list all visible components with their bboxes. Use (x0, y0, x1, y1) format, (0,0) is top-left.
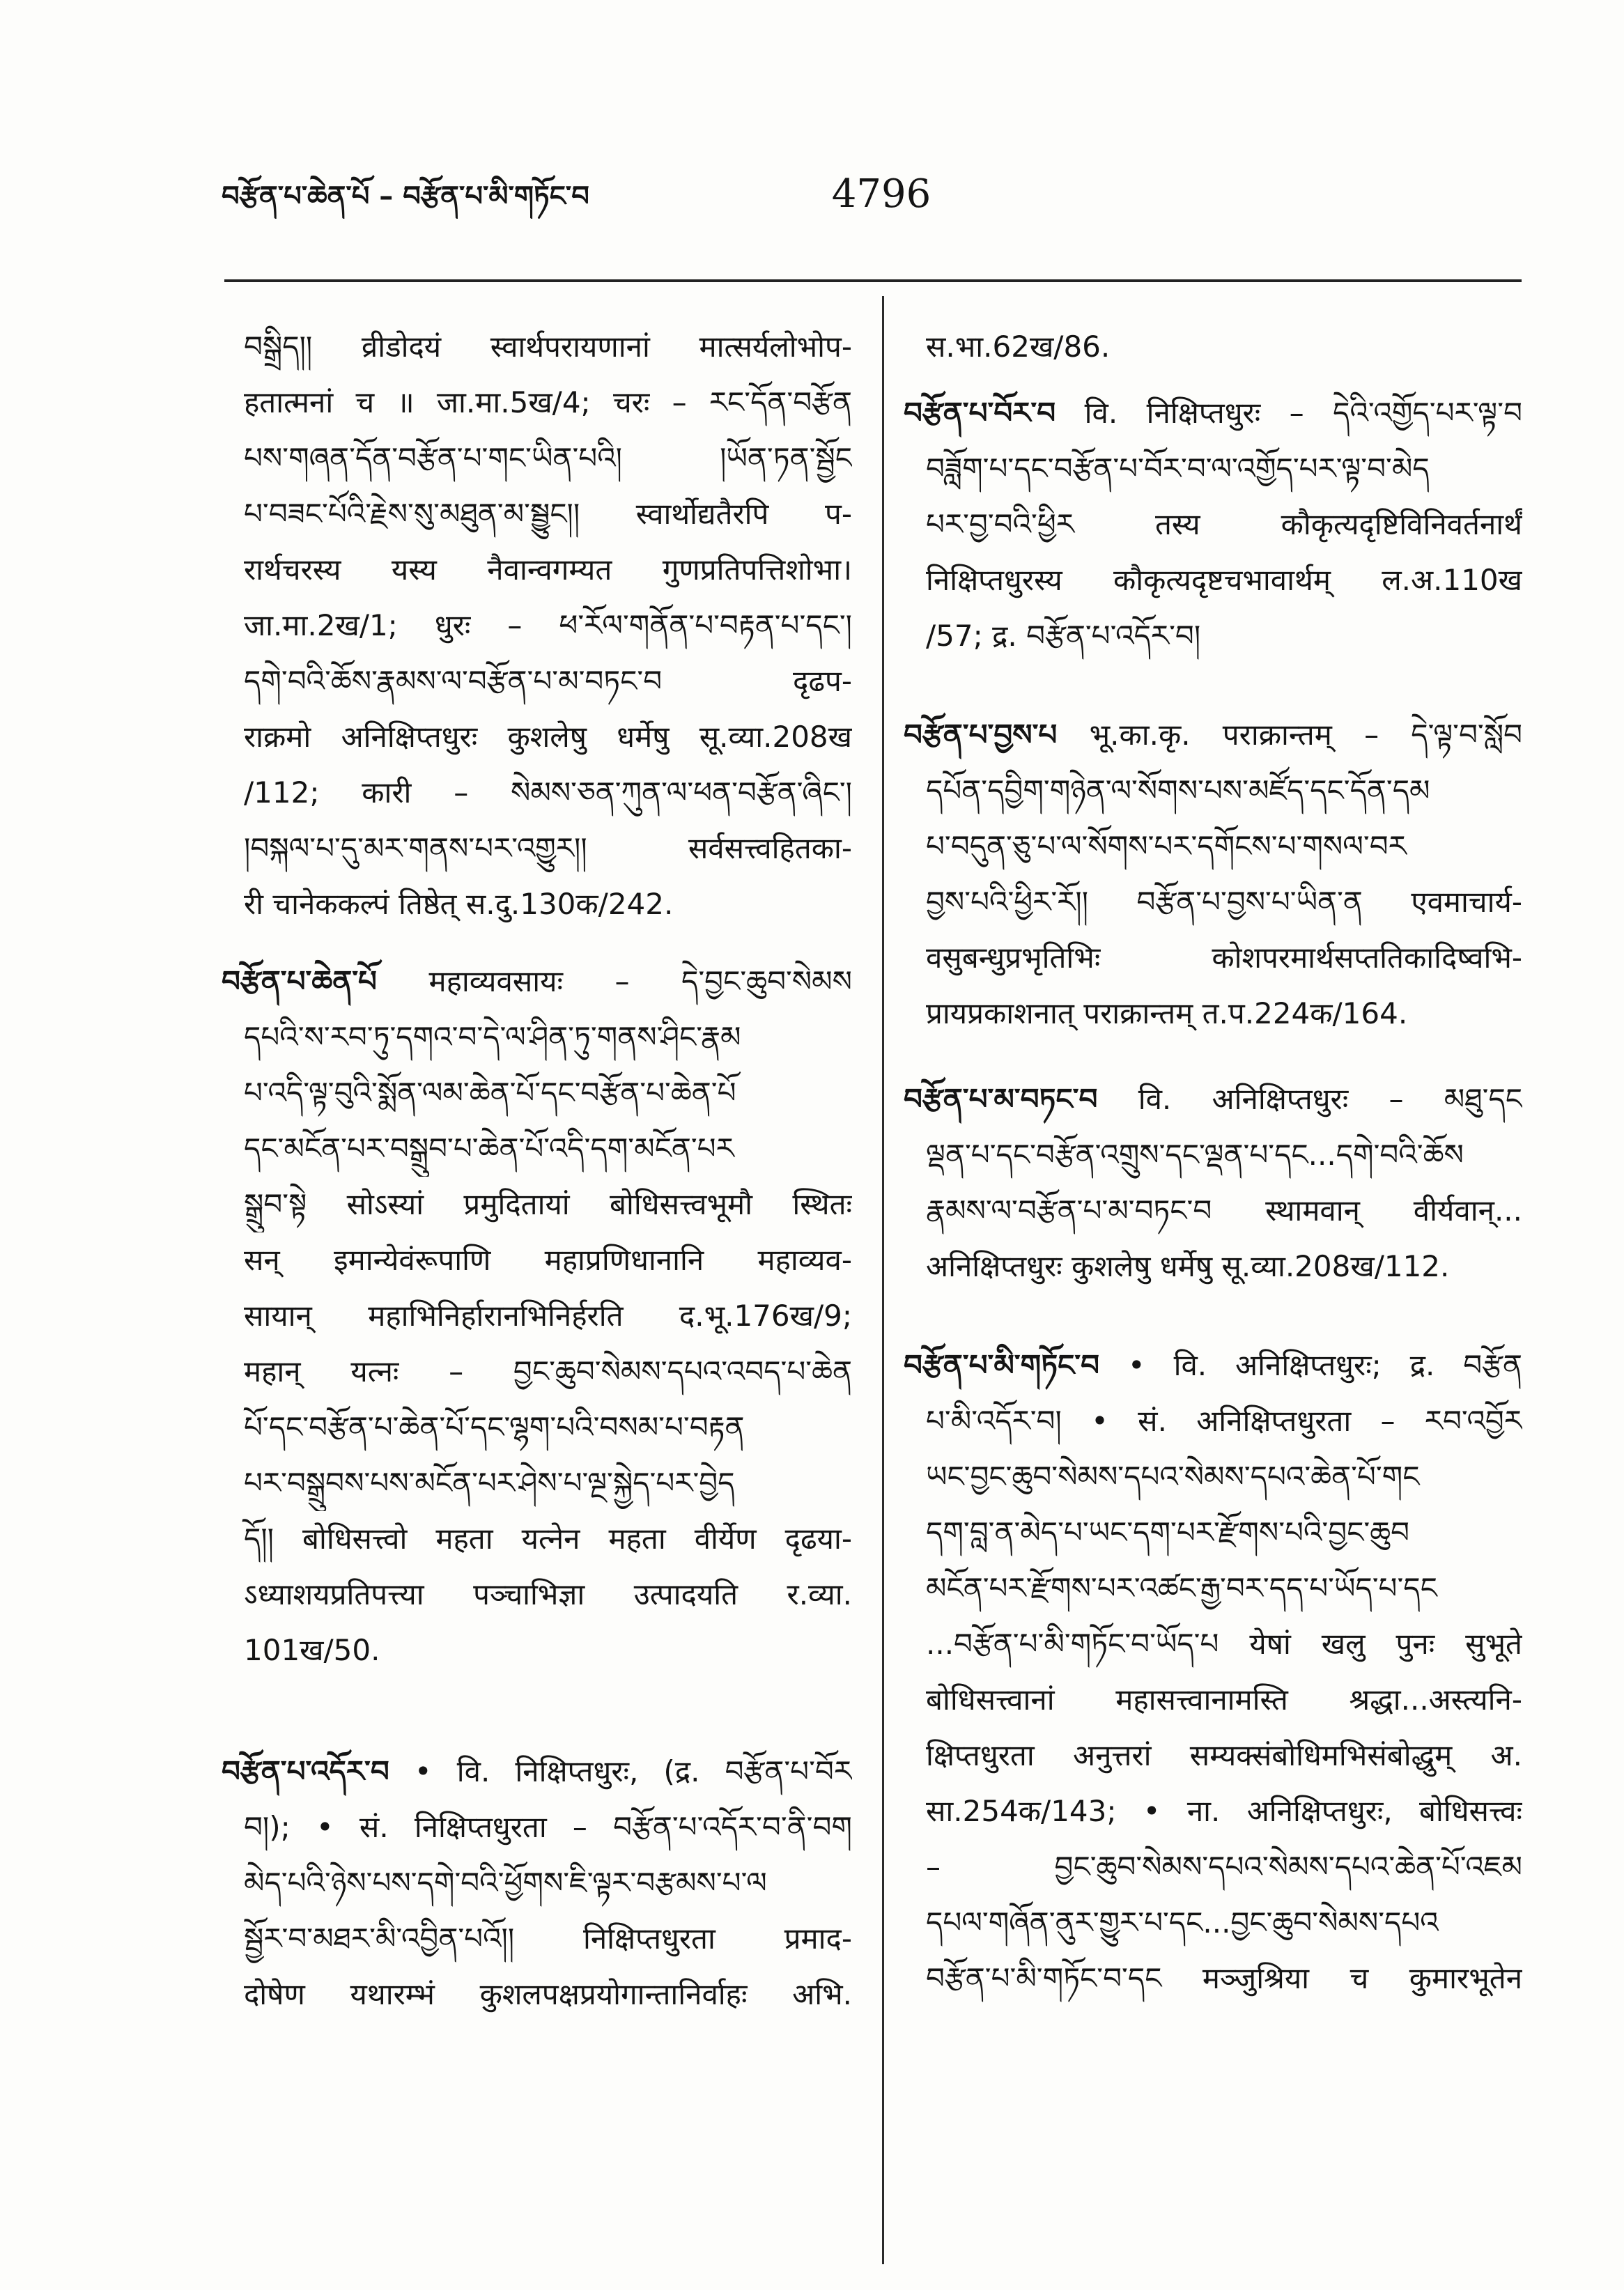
column-divider (882, 296, 884, 2264)
entry-head-line (904, 1071, 1522, 1127)
text-line: པོ་དང་བརྩོན་པ་ཆེན་པོ་དང་ལྷག་པའི་བསམ་པ་བརྟན (244, 1410, 745, 1444)
text-line: निक्षिप्तधुरस्य कौकृत्यदृष्टचभावार्थम् ल.अ.110ख (926, 563, 1522, 597)
continued-entry (904, 319, 1522, 375)
headword: བརྩོན་པ་མི་གཏོང་བ (904, 1348, 1100, 1382)
entry-first-line: • वि. अनिक्षिप्तधुरः; द्र. བརྩོན (1127, 1348, 1522, 1382)
text-line: ऽध्याशयप्रतिपत्त्या पञ्चाभिज्ञा उत्पादयति र.व्या. (244, 1577, 852, 1611)
text-line: ལྡན་པ་དང་བརྩོན་འགྲུས་དང་ལྡན་པ་དང...དགེ་བའི་ཆོས (926, 1138, 1464, 1172)
text-line: जा.मा.2ख/1; धुरः – ཕ་རོལ་གནོན་པ་བརྟན་པ་དང་། (244, 608, 852, 642)
text-line: པ་འདི་ལྟ་བུའི་སྨོན་ལམ་ཆེན་པོ་དང་བརྩོན་པ་ཆེན་པོ (244, 1076, 736, 1110)
entry-head-line (904, 1338, 1522, 1393)
text-line: ཡང་བྱང་ཆུབ་སེམས་དཔའ་སེམས་དཔའ་ཆེན་པོ་གང (926, 1460, 1420, 1494)
running-head: བརྩོན་པ་ཆེན་པོ – བརྩོན་པ་མི་གཏོང་བ (222, 180, 589, 212)
text-line: དག་བླ་ན་མེད་པ་ཡང་དག་པར་རྫོགས་པའི་བྱང་ཆུབ (926, 1515, 1410, 1549)
dictionary-entry (904, 1338, 1522, 2006)
text-line: सा.254क/143; • ना. अनिक्षिप्तधुरः, बोधिसत्त्वः (926, 1794, 1522, 1828)
headword: བརྩོན་པ་བོར་བ (904, 396, 1056, 430)
entry-head-line (904, 707, 1522, 763)
text-line: མངོན་པར་རྫོགས་པར་འཚང་རྒྱ་བར་དད་པ་ཡོད་པ་དང (926, 1571, 1437, 1605)
text-line: री चानेककल्पं तिष्ठेत् स.दु.130क/242. (244, 887, 674, 921)
dictionary-entry (904, 1071, 1522, 1294)
text-line: /112; कारी – སེམས་ཅན་ཀུན་ལ་ཕན་བརྩོན་ཞིང་། (244, 775, 852, 810)
entry-first-line: महाव्यवसायः – དེ་བྱང་ཆུབ་སེམས (428, 964, 852, 998)
text-line: ...བརྩོན་པ་མི་གཏོང་བ་ཡོད་པ येषां खलु पुनः सुभूते (926, 1627, 1522, 1661)
text-line: དཔོན་དབྱིག་གཉེན་ལ་སོགས་པས་མཛོད་དང་དོན་དམ (926, 773, 1430, 807)
text-line: /57; द्र. བརྩོན་པ་འདོར་བ། (926, 619, 1201, 653)
text-line: हतात्मनां च ॥ जा.मा.5ख/4; चरः – རང་དོན་བརྩོན (244, 385, 852, 419)
text-line: དཔའི་ས་རབ་ཏུ་དགའ་བ་དེ་ལ་ཤིན་ཏུ་གནས་ཤིང་རྣམ (244, 1020, 741, 1054)
text-line: रार्थचरस्य यस्य नैवान्वगम्यत गुणप्रतिपत्तिशोभा। (244, 552, 852, 587)
text-line: – བྱང་ཆུབ་སེམས་དཔའ་སེམས་དཔའ་ཆེན་པོ་འཇམ (926, 1850, 1522, 1884)
headword: བརྩོན་པ་ཆེན་པོ (222, 964, 377, 998)
text-line: प्रायप्रकाशनात् पराक्रान्तम् त.प.224क/164. (926, 996, 1408, 1030)
entry-head-line (222, 1744, 852, 1800)
dictionary-entry (222, 954, 852, 1678)
text-line: སྦྱོར་བ་མཐར་མི་འབྱིན་པའོ།། निक्षिप्तधुरता प्रमाद- (244, 1921, 852, 1956)
text-line: राक्रमो अनिक्षिप्तधुरः कुशलेषु धर्मेषु सू.व्या.208ख (244, 720, 852, 754)
dictionary-entry (904, 707, 1522, 1042)
text-line: བཟློག་པ་དང་བརྩོན་པ་བོར་བ་ལ་འགྱོད་པར་ལྟ་བ་མེད (926, 451, 1430, 486)
text-line: དགེ་བའི་ཆོས་རྣམས་ལ་བརྩོན་པ་མ་བཏང་བ दृढप- (244, 664, 852, 698)
text-line: པར་བསྒྲུབས་པས་མངོན་པར་ཤེས་པ་ལྔ་སྐྱེད་པར་བྱེད (244, 1466, 735, 1500)
headword: བརྩོན་པ་འདོར་བ (222, 1754, 389, 1788)
text-line: बोधिसत्त्वानां महासत्त्वानामस्ति श्रद्धा...अस्त्यनि- (926, 1682, 1522, 1717)
entry-first-line: वि. अनिक्षिप्तधुरः – མཐུ་དང (1138, 1082, 1522, 1116)
entry-first-line: भू.का.कृ. पराक्रान्तम् – དེ་ལྟ་བ་སློབ (1089, 718, 1522, 752)
text-line: 101ख/50. (244, 1633, 380, 1667)
text-line: सन् इमान्येवंरूपाणि महाप्रणिधानानि महाव्यव- (244, 1243, 852, 1277)
text-line: སྒྲུབ་སྟེ सोऽस्यां प्रमुदितायां बोधिसत्त्वभूमौ स्थितः (244, 1187, 852, 1221)
text-line: བ།); • सं. निक्षिप्तधुरता – བརྩོན་པ་འདོར་བ་ནི་བག (244, 1810, 852, 1844)
text-line: མེད་པའི་ཉེས་པས་དགེ་བའི་ཕྱོགས་ཇི་ལྟར་བརྩམས་པ་ལ (244, 1866, 767, 1900)
text-line: དོ།། बोधिसत्त्वो महता यत्नेन महता वीर्येण दृढया- (244, 1522, 852, 1556)
entry-head-line (222, 954, 852, 1009)
text-line: अनिक्षिप्तधुरः कुशलेषु धर्मेषु सू.व्या.208ख/112. (926, 1249, 1450, 1283)
headword: བརྩོན་པ་མ་བཏང་བ (904, 1082, 1098, 1116)
entry-first-line: • वि. निक्षिप्तधुरः, (द्र. བརྩོན་པ་བོར (414, 1754, 852, 1788)
text-line: དང་མངོན་པར་བསྒྲུབ་པ་ཆེན་པོ་འདི་དག་མངོན་པར (244, 1131, 734, 1166)
headword: བརྩོན་པ་བྱས་པ (904, 718, 1058, 752)
text-line: वसुबन्धुप्रभृतिभिः कोशपरमार्थसप्ततिकादिष्वभि- (926, 941, 1522, 975)
entry-first-line: वि. निक्षिप्तधुरः – དེའི་འགྱོད་པར་ལྟ་བ (1084, 396, 1522, 430)
page-number: 4796 (831, 171, 931, 217)
text-line: दोषेण यथारम्भं कुशलपक्षप्रयोगान्तानिर्वाहः अभि. (244, 1977, 852, 2011)
text-line: सायान् महाभिनिर्हारानभिनिर्हरति द.भू.176ख/9; (244, 1299, 852, 1333)
text-line: པ་བཟང་པོའི་རྗེས་སུ་མཐུན་མ་སྦྱུང།། स्वार्थोद्यतैरपि प- (244, 497, 852, 531)
text-line: བརྩོན་པ་མི་གཏོང་བ་དང मञ्जुश्रिया च कुमारभूतेन (926, 1961, 1522, 1995)
left-column (222, 0, 852, 2290)
right-column (904, 0, 1522, 2290)
text-line: क्षिप्तधुरता अनुत्तरां सम्यक्संबोधिमभिसंबोद्धुम् अ. (926, 1738, 1522, 1772)
text-line: བྱས་པའི་ཕྱིར་རོ།། བརྩོན་པ་བྱས་པ་ཡིན་ན एवमाचार्य- (926, 885, 1522, 919)
continued-entry (222, 319, 852, 932)
text-line: པར་བྱ་བའི་ཕྱིར तस्य कौकृत्यदृष्टिविनिवर्तनार्थं (926, 507, 1522, 541)
entry-head-line (904, 385, 1522, 441)
dictionary-entry (904, 385, 1522, 664)
text-line: པ་བདུན་ཅུ་པ་ལ་སོགས་པར་དགོངས་པ་གསལ་བར (926, 829, 1407, 863)
text-line: स.भा.62ख/86. (926, 330, 1111, 364)
text-line: རྣམས་ལ་བརྩོན་པ་མ་བཏང་བ स्थामवान् वीर्यवान्... (926, 1193, 1522, 1228)
text-line: པས་གཞན་དོན་བརྩོན་པ་གང་ཡིན་པའི། །ཡོན་ཏན་སྦྱོང (244, 441, 852, 475)
dictionary-entry (222, 1744, 852, 2022)
text-line: བསྒྲིད།། व्रीडोदयं स्वार्थपरायणानां मात्सर्यलोभोप- (244, 330, 852, 364)
text-line: དཔལ་གཞོན་ནུར་གྱུར་པ་དང...བྱང་ཆུབ་སེམས་དཔའ (926, 1905, 1439, 1940)
text-line: །བསྐལ་པ་དུ་མར་གནས་པར་འགྱུར།། सर्वसत्त्वहितका- (244, 831, 852, 865)
text-line: པ་མི་འདོར་བ། • सं. अनिक्षिप्तधुरता – རབ་འབྱོར (926, 1404, 1522, 1438)
text-line: महान् यत्नः – བྱང་ཆུབ་སེམས་དཔའ་འབད་པ་ཆེན (244, 1354, 852, 1388)
